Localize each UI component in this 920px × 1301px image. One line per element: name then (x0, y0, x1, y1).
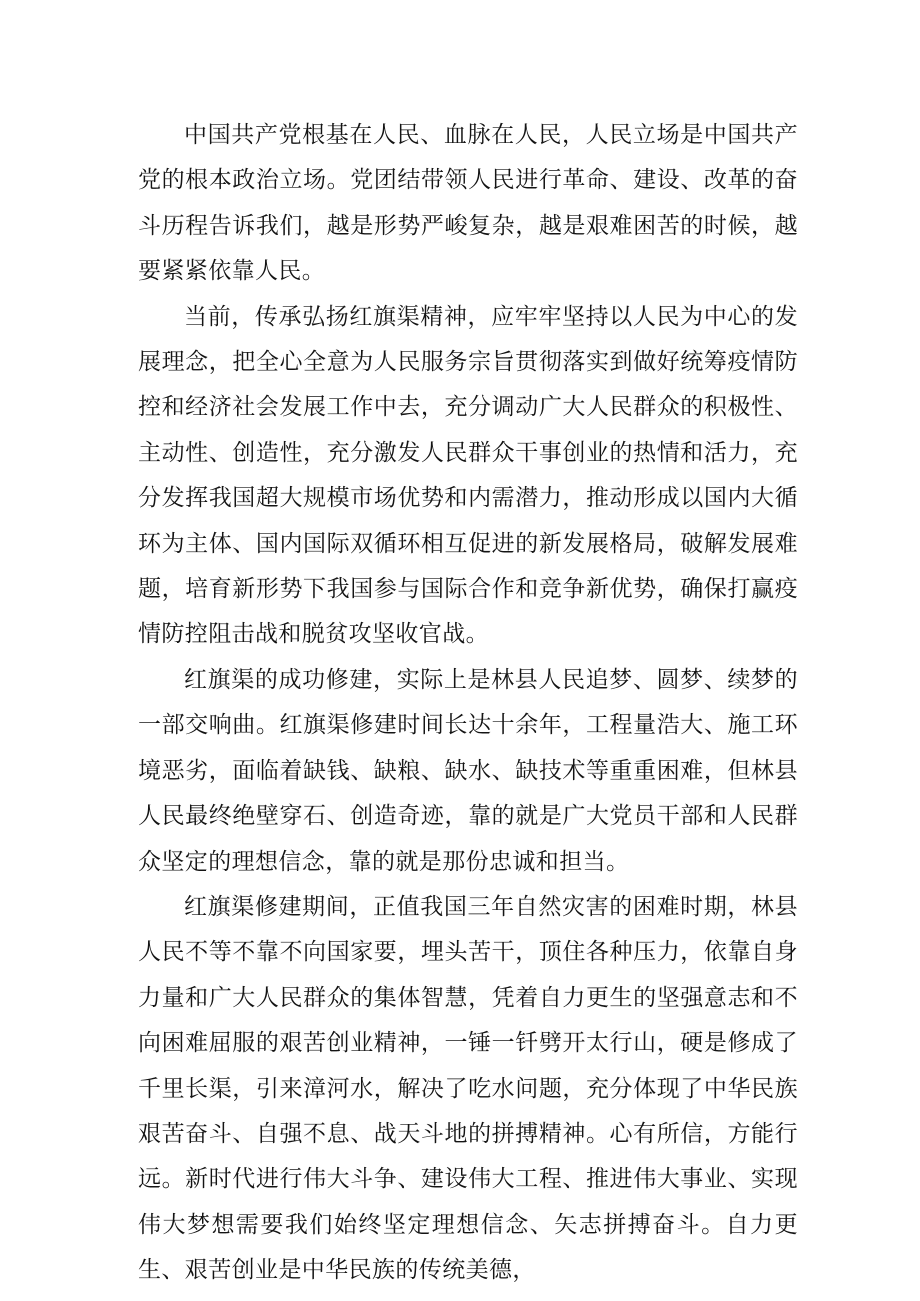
paragraph-4: 红旗渠修建期间，正值我国三年自然灾害的困难时期，林县人民不等不靠不向国家要，埋头苦干，顶住各种压力，依靠自身力量和广大人民群众的集体智慧，凭着自力更生的坚强意志和不向困难屈服的艰苦创业精神，一锤一钎劈开太行山，硬是修成了千里长渠，引来漳河水，解决了吃水问题，充分体现了中华民族艰苦奋斗、自强不息、战天斗地的拼搏精神。心有所信，方能行远。新时代进行伟大斗争、建设伟大工程、推进伟大事业、实现伟大梦想需要我们始终坚定理想信念、矢志拼搏奋斗。自力更生、艰苦创业是中华民族的传统美德， (138, 893, 798, 1284)
paragraph-1: 中国共产党根基在人民、血脉在人民，人民立场是中国共产党的根本政治立场。党团结带领人民进行革命、建设、改革的奋斗历程告诉我们，越是形势严峻复杂，越是艰难困苦的时候，越要紧紧依靠人民。 (138, 122, 798, 285)
paragraph-2: 当前，传承弘扬红旗渠精神，应牢牢坚持以人民为中心的发展理念，把全心全意为人民服务宗旨贯彻落实到做好统筹疫情防控和经济社会发展工作中去，充分调动广大人民群众的积极性、主动性、创造性，充分激发人民群众干事创业的热情和活力，充分发挥我国超大规模市场优势和内需潜力，推动形成以国内大循环为主体、国内国际双循环相互促进的新发展格局，破解发展难题，培育新形势下我国参与国际合作和竞争新优势，确保打赢疫情防控阻击战和脱贫攻坚收官战。 (138, 303, 798, 648)
document-body (138, 113, 798, 1294)
paragraph-3: 红旗渠的成功修建，实际上是林县人民追梦、圆梦、续梦的一部交响曲。红旗渠修建时间长达十余年，工程量浩大、施工环境恶劣，面临着缺钱、缺粮、缺水、缺技术等重重困难，但林县人民最终绝壁穿石、创造奇迹，靠的就是广大党员干部和人民群众坚定的理想信念，靠的就是那份忠诚和担当。 (138, 666, 798, 875)
